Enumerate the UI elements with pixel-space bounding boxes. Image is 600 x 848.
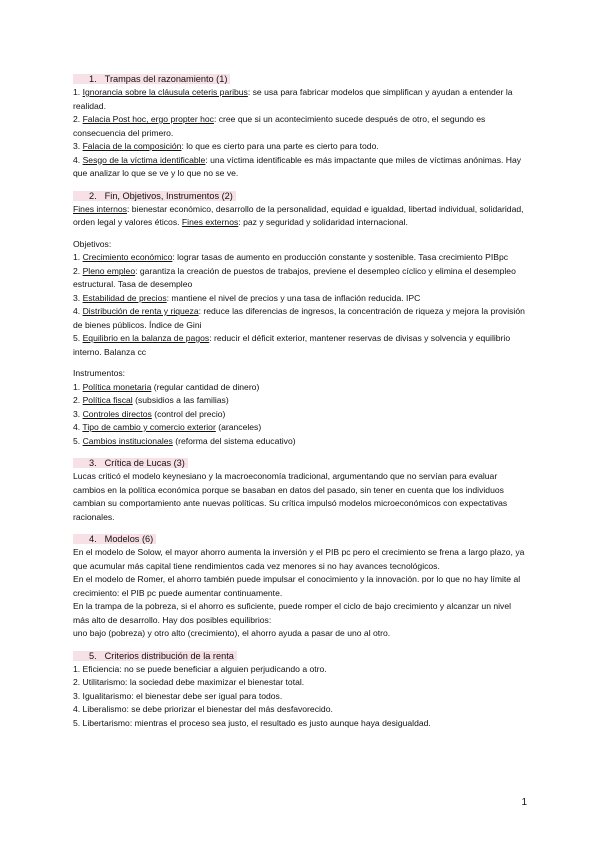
instrumento-item: 1. Política monetaria (regular cantidad de dinero) [73, 381, 260, 392]
objetivo-item: 5. Equilibrio en la balanza de pagos: reducir el déficit exterior, mantener reservas de divisas y solvencia y equilibrio interno. Balanza cc [73, 333, 511, 357]
s1-item-3: 3. Falacia de la composición: lo que es cierto para una parte es cierto para todo. [73, 141, 379, 151]
section-heading-2: 2. Fin, Objetivos, Instrumentos (2) [71, 189, 528, 203]
section-heading-4: 4. Modelos (6) [71, 532, 528, 546]
pobreza-paragraph: En la trampa de la pobreza, si el ahorro es suficiente, puede romper el ciclo de bajo crecimiento y alcanzar un nivel más alto de desarrollo. Hay dos posibles equilibrios: [73, 601, 512, 625]
objetivo-item: 3. Estabilidad de precios: mantiene el nivel de precios y una tasa de inflación reducida. IPC [73, 292, 421, 303]
criterio-item: 4. Liberalismo: se debe priorizar el bienestar del más desfavorecido. [73, 704, 333, 714]
lucas-paragraph: Lucas criticó el modelo keynesiano y la macroeconomía tradicional, argumentando que no servían para evaluar cambios en la política económica porque se basaban en datos del pasado, sin tener en cuenta que los individuos cambian su comportamiento ante nuevas políticas. Su crítica impulsó modelos microeconómicos con expectativas racionales. [73, 471, 508, 522]
instrumento-item: 4. Tipo de cambio y comercio exterior (aranceles) [73, 422, 262, 432]
objetivos-label: Objetivos: [73, 238, 112, 249]
fines-paragraph: Fines internos: bienestar económico, desarrollo de la personalidad, equidad e igualdad, libertad individual, solidaridad, orden legal y valores éticos. Fines externos: paz y seguridad y solidaridad internacional. [73, 203, 524, 227]
s1-item-4: 4. Sesgo de la víctima identificable: una víctima identificable es más impactante que miles de víctimas anónimas. Hay que analizar lo que se ve y lo que no se ve. [73, 154, 522, 178]
objetivo-item: 1. Crecimiento económico: lograr tasas de aumento en producción constante y sostenible. Tasa crecimiento PIBpc [73, 252, 509, 262]
instrumento-item: 5. Cambios institucionales (reforma del sistema educativo) [73, 435, 296, 446]
equilibrios-line: uno bajo (pobreza) y otro alto (crecimiento), el ahorro ayuda a pasar de uno al otro. [73, 628, 391, 638]
criterio-item: 2. Utilitarismo: la sociedad debe maximizar el bienestar total. [73, 677, 305, 687]
page-number: 1 [521, 797, 527, 808]
criterio-item: 5. Libertarismo: mientras el proceso sea justo, el resultado es justo aunque haya desigualdad. [73, 717, 431, 728]
instrumentos-label: Instrumentos: [73, 368, 126, 378]
instrumento-item: 3. Controles directos (control del precio) [73, 408, 226, 419]
objetivo-item: 4. Distribución de renta y riqueza: reduce las diferencias de ingresos, la concentración de riqueza y mejora la provisión de bienes públicos. Índice de Gini [73, 306, 525, 330]
document-page [73, 72, 528, 730]
criterio-item: 3. Igualitarismo: el bienestar debe ser igual para todos. [73, 690, 283, 701]
s1-item-1: 1. Ignorancia sobre la cláusula ceteris paribus: se usa para fabricar modelos que simplifican y ayudan a entender la realidad. [73, 87, 513, 111]
objetivo-item: 2. Pleno empleo: garantiza la creación de puestos de trabajos, previene el desempleo cíclico y elimina el desempleo estructural. Tasa de desempleo [73, 265, 516, 289]
section-heading-1: 1. Trampas del razonamiento (1) [71, 72, 528, 86]
criterio-item: 1. Eficiencia: no se puede beneficiar a alguien perjudicando a otro. [73, 663, 327, 674]
section-heading-3: 3. Crítica de Lucas (3) [71, 456, 528, 470]
solow-paragraph: En el modelo de Solow, el mayor ahorro aumenta la inversión y el PIB pc pero el crecimiento se frena a largo plazo, ya que acumular más capital tiene rendimientos cada vez menores si no hay avances tecnológicos. [73, 547, 525, 571]
instrumento-item: 2. Política fiscal (subsidios a las familias) [73, 395, 229, 405]
section-heading-5: 5. Criterios distribución de la renta [71, 649, 528, 663]
romer-paragraph: En el modelo de Romer, el ahorro también puede impulsar el conocimiento y la innovación. por lo que no hay límite al crecimiento: el PIB pc puede aumentar continuamente. [73, 574, 521, 598]
s1-item-2: 2. Falacia Post hoc, ergo propter hoc: cree que si un acontecimiento sucede después de otro, el segundo es consecuencia del primero. [73, 114, 486, 138]
